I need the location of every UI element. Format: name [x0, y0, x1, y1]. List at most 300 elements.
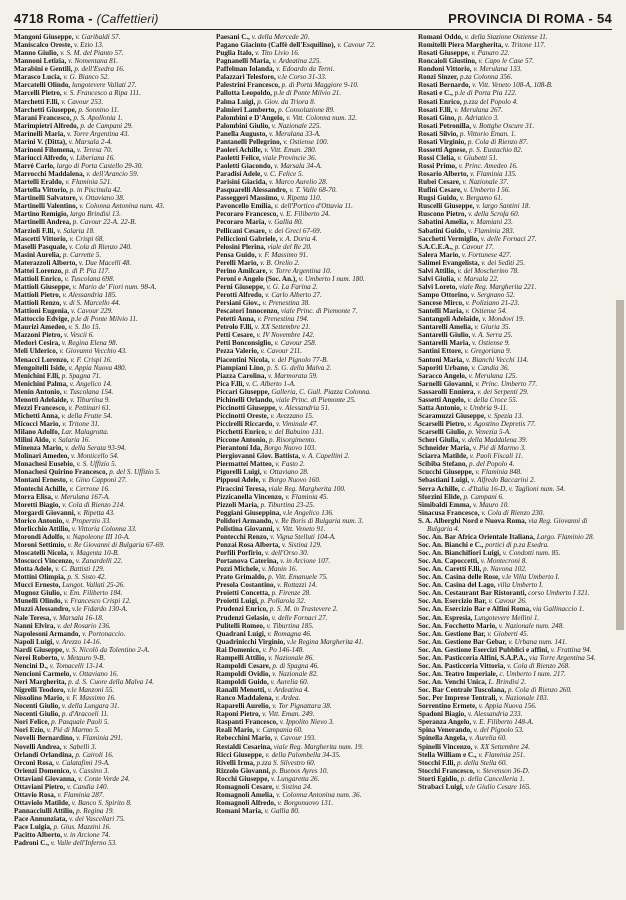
listing-entry: [216, 65, 410, 73]
entry-address: v. della Mercede 20.: [251, 33, 310, 41]
listing-entry: [418, 573, 612, 581]
entry-name: Rampelli Attilio,: [216, 653, 267, 662]
entry-name: Piccirelli Riccardo,: [216, 420, 275, 428]
entry-name: Sforzini Elide,: [418, 492, 462, 501]
entry-name: Novelli Andrea,: [14, 742, 62, 751]
entry-name: Rivelli Irma,: [216, 758, 255, 767]
entry-name: Perino Amilcare,: [216, 266, 268, 275]
entry-address: v. in Arcione 107.: [280, 557, 331, 566]
listing-entry: [14, 589, 208, 597]
entry-name: Mattioli Pietro,: [14, 291, 61, 299]
entry-name: Pacitto Alberto,: [14, 831, 62, 840]
entry-name: Perelli Mario,: [216, 258, 259, 267]
entry-address: v. Colonna Antonina num. 36.: [276, 790, 362, 799]
listing-entry: [216, 138, 410, 146]
entry-address: v. Merulana 267.: [454, 105, 503, 114]
entry-address: v. Pettinari 61.: [68, 403, 111, 412]
listing-entry: [14, 307, 208, 315]
listing-entry: [216, 146, 410, 154]
entry-name: Salera Mario,: [418, 250, 461, 259]
entry-name: Molinari Amedeo,: [14, 452, 70, 461]
entry-name: Soc. An. Focchetto Mario,: [418, 621, 497, 630]
entry-address: Lungotevere Mellini 1.: [474, 613, 540, 622]
listing-entry: [418, 339, 612, 347]
entry-name: Rai Domenico,: [216, 645, 261, 654]
entry-address: v. della Stazione Ostiense 11.: [464, 33, 548, 41]
entry-address: p. Firenze 28.: [271, 589, 312, 598]
entry-address: v. Cavour 72.: [337, 41, 376, 50]
entry-name: Paradisi Adele,: [216, 170, 263, 179]
entry-name: Spinelli Vincenzo,: [418, 742, 473, 751]
entry-name: Marinoni Filomena,: [14, 145, 76, 154]
entry-address: p. Risorgimento.: [268, 436, 317, 445]
listing-entry: [14, 686, 208, 694]
entry-name: Pizzicanella Vincenzo,: [216, 492, 284, 501]
entry-name: Rampoldi Guido,: [216, 678, 269, 686]
entry-name: Neri Margherita,: [14, 678, 67, 686]
listing-entry: [216, 356, 410, 364]
entry-address: p. Cairoli 16.: [75, 750, 114, 759]
entry-name: Nale Teresa,: [14, 613, 52, 622]
entry-address: v. Flaminia 287.: [57, 790, 105, 799]
entry-name: Rampoldi Ovidio,: [216, 669, 271, 678]
listing-entry: [418, 775, 612, 783]
listing-entry: [14, 751, 208, 759]
entry-address: p. Giov. da Triora 8.: [257, 97, 316, 106]
listing-entry: [216, 476, 410, 484]
entry-address: v.le Giulio Cesare 165.: [465, 782, 532, 791]
column-3: [418, 33, 612, 892]
entry-address: Largo. Flaminio 28.: [536, 532, 595, 541]
entry-address: v. Flaminia 291.: [76, 734, 123, 743]
entry-address: v. Vitt. Veneto 91.: [276, 524, 326, 533]
entry-address: v. Flaminia 848.: [475, 468, 523, 477]
listing-entry: [14, 299, 208, 307]
listing-entry: [14, 98, 208, 106]
entry-name: Rufini Cesare,: [418, 186, 462, 195]
entry-name: Soc. An. Casina delle Rose,: [418, 573, 500, 582]
entry-name: Maurizi Amedeo,: [14, 323, 67, 332]
entry-address: v. Tritone 117.: [504, 41, 546, 50]
entry-address: largo di Porta Castello 29-30.: [56, 162, 144, 170]
listing-entry: [14, 420, 208, 428]
listing-entry: [14, 404, 208, 412]
entry-name: Scheri Giulia,: [418, 436, 461, 445]
listing-entry: [418, 452, 612, 460]
entry-address: v. largo Santini 18.: [476, 202, 531, 211]
entry-address: p.zza S. Silvestro 60.: [256, 758, 316, 767]
listing-entry: [14, 73, 208, 81]
listing-entry: [14, 130, 208, 138]
listing-entry: [14, 767, 208, 775]
entry-address: v. della Frutte 54.: [61, 411, 113, 420]
listing-entry: [418, 420, 612, 428]
entry-address: v.le Manzoni 55.: [67, 686, 115, 695]
entry-name: Pichinelli Orlando,: [216, 395, 274, 404]
listing-entry: [418, 122, 612, 130]
listing-entry: [418, 299, 612, 307]
listing-entry: [14, 646, 208, 654]
listing-entry: [216, 460, 410, 468]
listing-entry: [14, 170, 208, 178]
entry-name: Palma Luigi,: [216, 97, 256, 106]
listing-entry: [418, 227, 612, 235]
entry-name: Soc. An. Esercizio Bar,: [418, 597, 487, 606]
listing-entry: [14, 372, 208, 380]
entry-address: v. Tiburtina 185.: [266, 621, 314, 630]
entry-name: Santangeli Adelaide,: [418, 315, 481, 324]
entry-address: v. Nazionale 183.: [499, 694, 549, 703]
entry-address: v. Zanardelli 22.: [75, 557, 123, 566]
entry-address: v. Due Macelli 48.: [78, 258, 132, 267]
entry-name: Nencioni Carmelo,: [14, 669, 72, 678]
entry-address: p. d. S. Cuore della Malva 14.: [68, 678, 154, 686]
entry-name: Mattioli Enrico,: [14, 274, 63, 283]
entry-name: Quadrani Luigi,: [216, 629, 266, 638]
city-name: Roma: [47, 11, 85, 26]
entry-name: Pigorelli Luigi,: [216, 468, 262, 477]
entry-name: Panella Augusto,: [216, 129, 268, 138]
entry-name: Rosario Alberto,: [418, 170, 469, 179]
listing-entry: [216, 106, 410, 114]
listing-entry: [418, 49, 612, 57]
entry-address: v. Alfredo Baccarini 2.: [471, 476, 536, 485]
entry-address: v. Borgonuovo 131.: [277, 798, 334, 807]
listing-entry: [216, 114, 410, 122]
listing-entry: [216, 783, 410, 791]
listing-entry: [216, 388, 410, 396]
entry-address: v. della Palombella 34-35.: [265, 750, 341, 759]
entry-address: v. Vittoria Colonna 33.: [71, 524, 137, 533]
listing-entry: [216, 622, 410, 630]
listing-entry: [216, 162, 410, 170]
margin-stripe: [616, 300, 624, 630]
entry-address: p. del Popolo 4.: [469, 460, 515, 469]
entry-name: Nocenti Giulio,: [14, 710, 61, 719]
entry-address: v. Fasto 2.: [275, 460, 305, 469]
entry-address: v. della Croce 55.: [467, 395, 518, 404]
entry-address: v. di S. Marcello 44.: [63, 299, 121, 308]
entry-name: Pagnanelli Maria,: [216, 57, 271, 66]
listing-entry: [14, 678, 208, 686]
entry-name: Stella William e C.,: [418, 750, 477, 759]
listing-entry: [418, 718, 612, 726]
entry-address: v. del Pignolo 53.: [473, 726, 524, 735]
entry-name: Poggiani Giuseppina,: [216, 508, 282, 517]
entry-address: v. Merulana 167-A.: [54, 492, 111, 501]
entry-address: v. Gregoriana 9.: [464, 347, 512, 356]
entry-address: v. Cavour 211.: [260, 347, 303, 356]
entry-name: Sassarolli Enniera,: [418, 387, 476, 396]
listing-entry: [216, 235, 410, 243]
listing-entry: [418, 428, 612, 436]
listing-entry: [14, 396, 208, 404]
listing-entry: [14, 734, 208, 742]
listing-entry: [216, 412, 410, 420]
entry-name: Ottaviani Pietro,: [14, 782, 66, 791]
entry-name: Nocenti Giulio,: [14, 702, 61, 711]
entry-address: v. S. Nicolò da Tolentino 2-A.: [65, 645, 150, 654]
entry-address: v. Cavour 253.: [61, 97, 104, 106]
listing-entry: [14, 783, 208, 791]
entry-name: Soc. An. Bianchi e C.,: [418, 540, 484, 549]
entry-address: v. Spezia 13.: [487, 411, 524, 420]
entry-address: p. Buenos Ayres 10.: [272, 766, 329, 775]
entry-address: viale Reg. Margherita 221.: [458, 282, 537, 291]
listing-entry: [216, 549, 410, 557]
entry-address: v. Ripetta 43.: [77, 508, 115, 517]
entry-address: v. Ezio 13.: [73, 41, 104, 50]
entry-name: Santarelli Amelia,: [418, 323, 473, 332]
entry-address: v. Liberiana 16.: [70, 153, 116, 162]
listing-entry: [418, 412, 612, 420]
listing-entry: [14, 839, 208, 847]
listing-entry: [216, 573, 410, 581]
entry-name: Maselli Pasquale,: [14, 242, 68, 251]
listing-entry: [418, 186, 612, 194]
entry-name: Salvi Loreto,: [418, 282, 458, 291]
entry-name: Stocchi F.lli,: [418, 758, 456, 767]
entry-name: Quadrinicchi Virginio,: [216, 637, 286, 646]
listing-entry: [216, 259, 410, 267]
entry-name: Spina Venerando,: [418, 726, 472, 735]
entry-address: v. Cavour 26.: [488, 597, 527, 606]
entry-address: L. Brindisi 2.: [488, 678, 527, 686]
listing-entry: [216, 291, 410, 299]
listing-entry: [14, 710, 208, 718]
entry-name: Pace Luigia,: [14, 823, 52, 832]
entry-name: Piermattei Matteo,: [216, 460, 274, 469]
entry-address: corso Umberto I 321.: [528, 589, 590, 598]
entry-name: Rosati Enrico,: [418, 97, 462, 106]
entry-address: v. Cavour 258.: [274, 339, 317, 348]
entry-name: Moretti Biagio,: [14, 500, 61, 509]
listing-entry: [216, 557, 410, 565]
entry-address: p. della Stella 60.: [457, 758, 508, 767]
listing-entry: [418, 162, 612, 170]
listing-entry: [14, 444, 208, 452]
listing-entry: [216, 73, 410, 81]
entry-name: Pica F.lli,: [216, 379, 245, 388]
entry-address: v. dei Sediti 25.: [481, 258, 525, 267]
header-left: 4718 Roma - (Caffettieri): [14, 11, 159, 26]
entry-address: v. Ripetta 110.: [280, 194, 322, 203]
entry-address: c. Umberto I num. 217.: [499, 669, 566, 678]
entry-address: viale Provincie 36.: [262, 153, 317, 162]
entry-address: v. Borgo Nuovo 160.: [262, 476, 321, 485]
entry-address: p. S. M. in Trastevere 2.: [269, 605, 338, 614]
entry-name: Pasquarelli Alessandro,: [216, 186, 288, 195]
entry-address: v. Ostiense 54.: [465, 307, 507, 316]
entry-name: Mucci Ernesto,: [14, 581, 61, 590]
entry-address: v. Pié di Marmo 3.: [472, 444, 526, 453]
entry-name: Ricci Giuseppe,: [216, 750, 264, 759]
listing-entry: [418, 565, 612, 573]
listing-entry: [216, 638, 410, 646]
entry-address: v. Napoleone III 10-A.: [66, 532, 130, 541]
listing-entry: [216, 194, 410, 202]
listing-entry: [14, 533, 208, 541]
entry-address: v. Po 146-148.: [262, 645, 305, 654]
entry-name: Mugnoz Giulio,: [14, 589, 62, 598]
entry-address: v. Alessandria 51.: [278, 403, 330, 412]
entry-address: v. Frattina 94.: [550, 645, 592, 654]
entry-name: Mezzi Francesco,: [14, 403, 67, 412]
entry-name: Proietti Luigi,: [216, 597, 259, 606]
entry-address: v. dei Greci 67-69.: [268, 226, 322, 235]
entry-address: p. in Piscinula 42.: [69, 186, 122, 195]
entry-address: v. Urbana num. 141.: [508, 637, 568, 646]
entry-address: v. Gallia 80.: [264, 807, 300, 815]
entry-address: v. Panaro 22.: [471, 49, 510, 58]
entry-name: Martino Remigio,: [14, 210, 69, 219]
entry-address: p. Navona 102.: [483, 565, 527, 574]
listing-entry: [418, 533, 612, 541]
entry-name: Marrè Carlo,: [14, 162, 55, 170]
entry-name: Morlicchio Attilio,: [14, 524, 70, 533]
listing-entry: [418, 734, 612, 742]
entry-address: v. Teresa 70.: [76, 145, 113, 154]
entry-name: Nigrelli Teodoro,: [14, 686, 66, 695]
listing-entry: [216, 380, 410, 388]
entry-name: Prudenzi Gelasio,: [216, 613, 270, 622]
entry-name: Piazza Carolina,: [216, 371, 267, 380]
entry-address: v. Salaria 18.: [56, 226, 95, 235]
entry-address: v. Torre Argentina 10.: [269, 266, 332, 275]
entry-address: villa Umberto I.: [497, 581, 544, 590]
entry-address: p. de Campani 29.: [80, 121, 133, 130]
entry-name: Pozzi Michele,: [216, 565, 261, 574]
entry-name: Saporiti Urbano,: [418, 363, 470, 372]
entry-address: v. Manin 16.: [261, 565, 298, 574]
listing-entry: [14, 33, 208, 41]
listing-entry: [14, 49, 208, 57]
entry-name: Soc. An. Venchi Unica,: [418, 678, 487, 686]
entry-name: Storti Egidio,: [418, 774, 459, 783]
entry-address: v. Valle dell'Inferno 53.: [50, 839, 118, 848]
listing-entry: [216, 154, 410, 162]
listing-entry: [14, 815, 208, 823]
entry-name: Sebastiani Luigi,: [418, 476, 470, 485]
entry-name: Mattoccio Edvige,: [14, 315, 70, 324]
entry-address: v. Aurelia 60.: [270, 678, 309, 686]
listing-entry: [418, 275, 612, 283]
entry-address: v. della Lungara 31.: [61, 702, 120, 711]
entry-name: Romani Oddo,: [418, 33, 463, 41]
entry-name: Sassetti Angelo,: [418, 395, 466, 404]
listing-entry: [216, 726, 410, 734]
entry-name: Micocci Mario,: [14, 420, 61, 428]
listing-entry: [14, 210, 208, 218]
listing-entry: [14, 517, 208, 525]
entry-address: v. del Babuino 131.: [268, 428, 324, 437]
listing-entry: [14, 186, 208, 194]
entry-address: v. dei Vascellari 75.: [68, 815, 125, 824]
entry-address: v. G. Bianco 52.: [63, 73, 110, 82]
entry-address: v. C. Battisti 129.: [55, 565, 105, 574]
entry-address: v. Fortunese 427.: [461, 250, 512, 259]
entry-name: Sinacusa Francesco,: [418, 508, 480, 517]
entry-address: v. Portonaccio.: [82, 629, 126, 638]
entry-name: Manno Giulio,: [14, 49, 59, 58]
listing-entry: [216, 81, 410, 89]
listing-entry: [14, 259, 208, 267]
entry-name: Marini V. (Ditta),: [14, 137, 67, 146]
entry-name: Marani Francesco,: [14, 113, 72, 122]
entry-address: v. del Rosario 136.: [57, 621, 111, 630]
entry-name: Padroni C.,: [14, 839, 49, 848]
entry-address: p. S. G. della Malva 2.: [267, 363, 332, 372]
listing-entry: [418, 654, 612, 662]
entry-address: p. Cavour 17.: [454, 242, 494, 251]
entry-address: v. Tritone 31.: [62, 420, 100, 428]
listing-entry: [216, 307, 410, 315]
entry-name: Soc. An. Espresia,: [418, 613, 473, 622]
entry-address: v. Appia Nuova 156.: [478, 702, 537, 711]
entry-address: v. Cassino 3.: [72, 766, 110, 775]
entry-address: v. Francesco Crispi 12.: [64, 597, 131, 606]
entry-address: v. della Scrofa 60.: [468, 210, 520, 219]
entry-name: Mattioli Giuseppe,: [14, 282, 71, 291]
listing-entry: [14, 57, 208, 65]
entry-name: Sabatini Amelia,: [418, 218, 469, 227]
listing-entry: [418, 243, 612, 251]
entry-address: v. Alessandria 185.: [62, 291, 117, 299]
entry-address: v. E. Filiberto 24.: [279, 210, 331, 219]
entry-name: Santarelli Giulio,: [418, 331, 471, 340]
entry-address: v. Metauro 9-B.: [60, 653, 106, 662]
entry-address: v. Poliziano 21-23.: [465, 299, 520, 308]
listing-entry: [216, 686, 410, 694]
entry-name: Nardi Giuseppe,: [14, 645, 64, 654]
entry-address: p. Adriatico 3.: [457, 113, 500, 122]
entry-address: v. Sistina 24.: [275, 782, 312, 791]
listing-entry: [216, 218, 410, 226]
entry-name: Orconi Rosa,: [14, 758, 54, 767]
entry-address: p. Spagna 71.: [61, 371, 102, 380]
listing-entry: [14, 493, 208, 501]
entry-name: Monachesi Quirino Francesco,: [14, 468, 108, 477]
listing-entry: [216, 396, 410, 404]
entry-address: v. Nazionale 37.: [462, 178, 509, 187]
listing-entry: [14, 823, 208, 831]
entry-name: Marcelli Pietro,: [14, 89, 62, 98]
listing-entry: [14, 65, 208, 73]
listing-entry: [418, 476, 612, 484]
entry-name: Menotti Adelaide,: [14, 395, 69, 404]
listing-entry: [418, 130, 612, 138]
listing-entry: [14, 468, 208, 476]
entry-name: Maniscalco Oreste,: [14, 41, 73, 50]
entry-address: v. Flaminia 135.: [470, 170, 517, 179]
listing-entry: [14, 243, 208, 251]
entry-name: Ranco Maddalena,: [216, 694, 274, 703]
listing-entry: [418, 597, 612, 605]
listing-entry: [216, 428, 410, 436]
entry-name: Piampiani Lino,: [216, 363, 266, 372]
listing-entry: [14, 654, 208, 662]
entry-name: Presola Costantino,: [216, 581, 276, 590]
entry-address: v. Conte Verde 24.: [78, 774, 130, 783]
listing-entry: [14, 662, 208, 670]
entry-address: viale del Re 20.: [267, 242, 312, 251]
entry-name: Polistina Giovanni,: [216, 524, 275, 533]
entry-name: Ottaviani Giovanna,: [14, 774, 77, 783]
entry-address: p. Pasquale Paoli 5.: [51, 718, 110, 727]
entry-name: Sciarra Matilde,: [418, 452, 468, 461]
entry-name: Pavoncello Emilia,: [216, 202, 273, 211]
listing-entry: [418, 517, 612, 533]
